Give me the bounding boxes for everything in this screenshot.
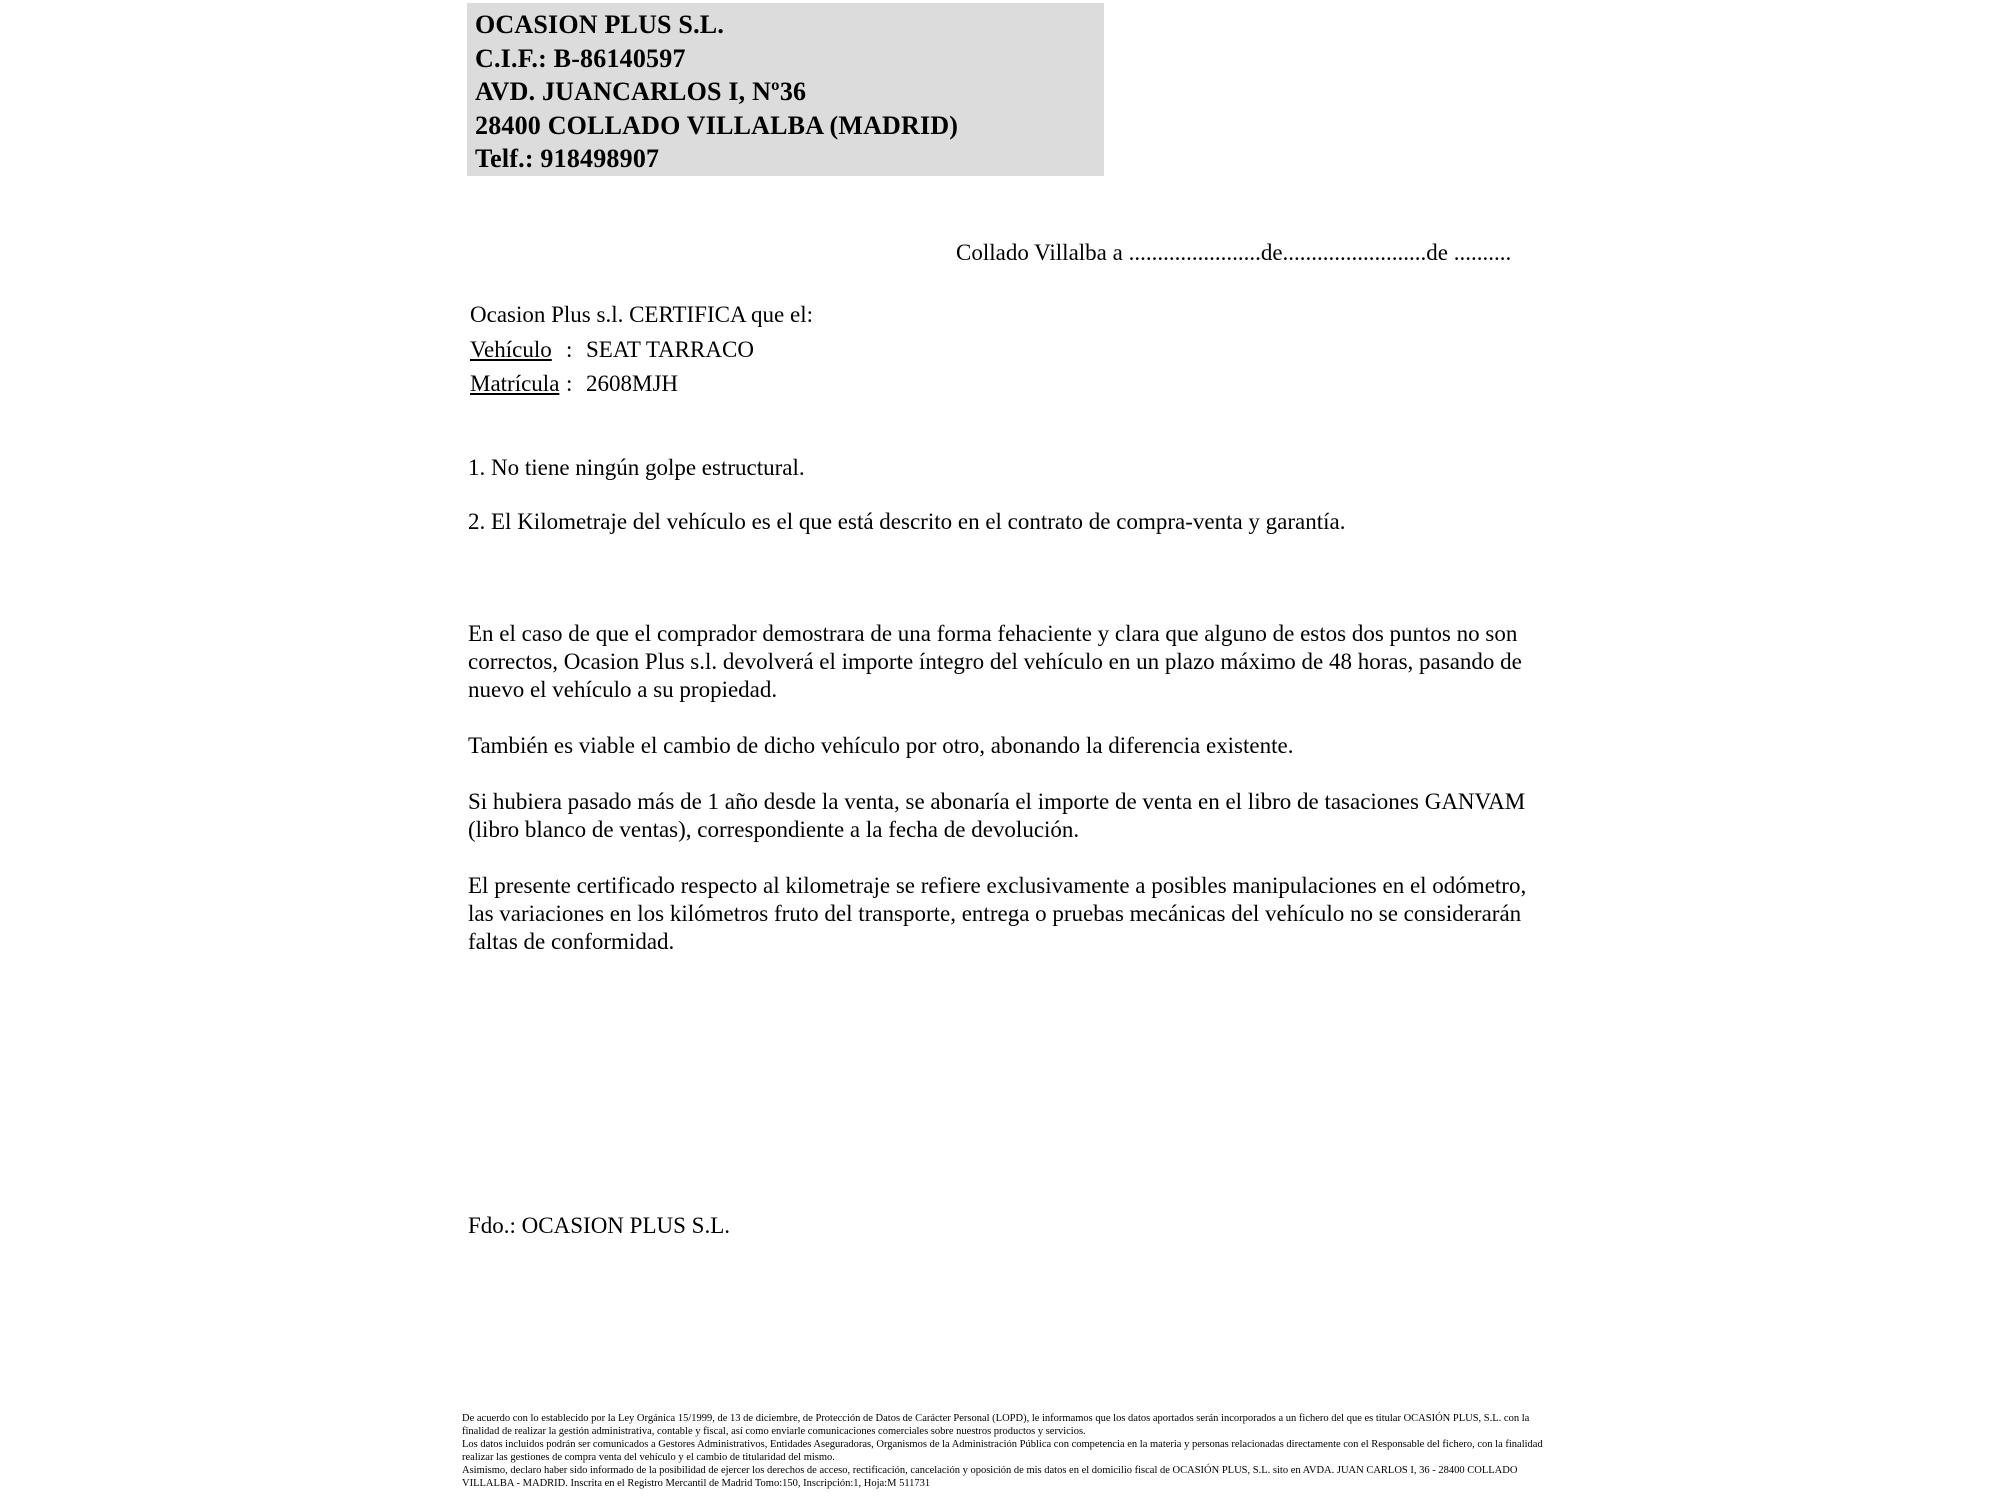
plate-field-value: 2608MJH <box>586 371 679 396</box>
legal-footer-lopd: De acuerdo con lo establecido por la Ley Orgánica 15/1999, de 13 de diciembre, de Protección de Datos de Carácter Personal (LOPD), le informamos que los datos aportados serán incorporados a un fichero del que es titular OCASIÓN PLUS, S.L. con la finalidad de realizar la gestión administrativa, contable y fiscal, así como enviarle comunicaciones comerciales sobre nuestros productos y servicios. <box>462 1413 1530 1437</box>
plate-field-row <box>470 367 813 402</box>
vehicle-field-value: SEAT TARRACO <box>586 336 754 362</box>
company-header-box <box>467 3 1104 176</box>
company-name: OCASION PLUS S.L. <box>475 10 725 39</box>
company-city: 28400 COLLADO VILLALBA (MADRID) <box>475 110 959 140</box>
company-address: AVD. JUANCARLOS I, Nº36 <box>475 77 807 106</box>
certification-intro: Ocasion Plus s.l. CERTIFICA que el: <box>470 302 813 327</box>
certification-block <box>470 298 813 402</box>
paragraph-odometer-disclaimer: El presente certificado respecto al kilometraje se refiere exclusivamente a posibles manipulaciones en el odómetro, las variaciones en los kilómetros fruto del transporte, entrega o pruebas mecánicas del vehículo no se considerarán faltas de conformidad. <box>468 873 1527 954</box>
company-phone: Telf.: 918498907 <box>475 144 660 173</box>
legal-footer-rights: Asimismo, declaro haber sido informado de la posibilidad de ejercer los derechos de acceso, rectificación, cancelación y oposición de mis datos en el domicilio fiscal de OCASIÓN PLUS, S.L. sito en AVDA. JUAN CARLOS I, 36 - 28400 COLLADO VILLALBA - MADRID. Inscrita en el Registro Mercantil de Madrid Tomo:150, Inscripción:1, Hoja:M 511731 <box>462 1465 1518 1489</box>
paragraph-vehicle-exchange: También es viable el cambio de dicho vehículo por otro, abonando la diferencia existente. <box>468 733 1294 758</box>
clause-structural-damage: 1. No tiene ningún golpe estructural. <box>468 455 805 480</box>
date-fill-in-line: Collado Villalba a .......................de.........................de .......... <box>956 240 1512 265</box>
signature-line: Fdo.: OCASION PLUS S.L. <box>468 1213 730 1238</box>
paragraph-ganvam-valuation: Si hubiera pasado más de 1 año desde la venta, se abonaría el importe de venta en el libro de tasaciones GANVAM (libro blanco de ventas), correspondiente a la fecha de devolución. <box>468 789 1526 842</box>
company-cif: C.I.F.: B-86140597 <box>475 43 686 73</box>
body-paragraphs <box>468 620 1550 984</box>
plate-field-label: Matrícula <box>470 371 560 396</box>
vehicle-field-row <box>470 333 813 368</box>
vehicle-field-separator: : <box>566 336 573 362</box>
plate-field-separator: : <box>566 371 573 396</box>
clause-mileage: 2. El Kilometraje del vehículo es el que está descrito en el contrato de compra-venta y garantía. <box>468 509 1346 534</box>
legal-footer <box>462 1412 1554 1490</box>
legal-footer-data-sharing: Los datos incluidos podrán ser comunicados a Gestores Administrativos, Entidades Aseguradoras, Organismos de la Administración Pública con competencia en la materia y personas relacionadas directamente con el Responsable del fichero, con la finalidad realizar las gestiones de compra venta del vehículo y el cambio de titularidad del mismo. <box>462 1439 1543 1463</box>
vehicle-field-label: Vehículo <box>470 336 552 362</box>
paragraph-refund-terms: En el caso de que el comprador demostrara de una forma fehaciente y clara que alguno de estos dos puntos no son correctos, Ocasion Plus s.l. devolverá el importe íntegro del vehículo en un plazo máximo de 48 horas, pasando de nuevo el vehículo a su propiedad. <box>468 621 1522 702</box>
